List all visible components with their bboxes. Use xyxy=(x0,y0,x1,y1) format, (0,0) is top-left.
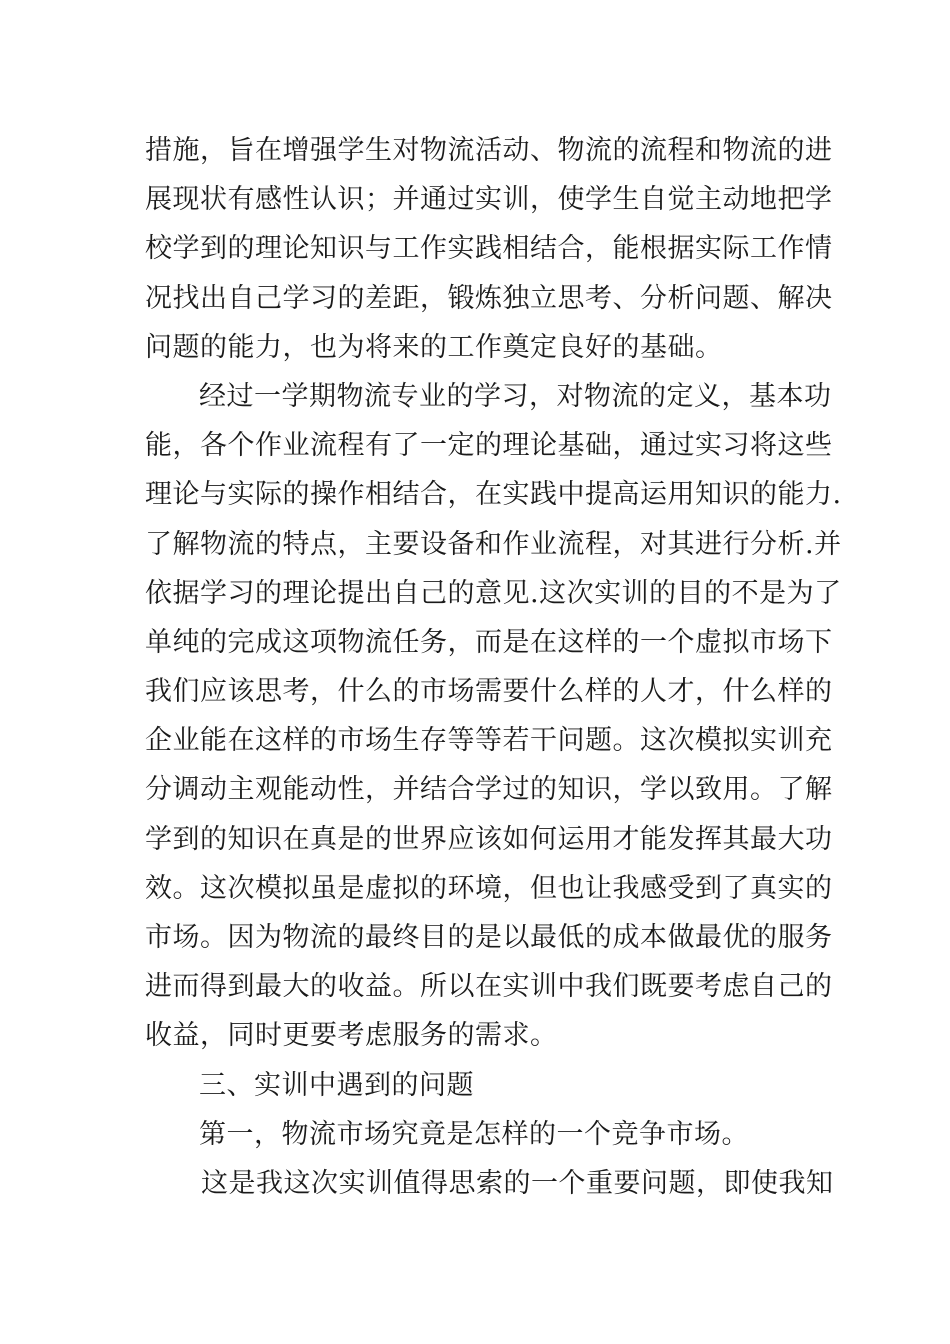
text-line: 分调动主观能动性，并结合学过的知识，学以致用。了解 xyxy=(145,774,833,806)
text-line: 我们应该思考，什么的市场需要什么样的人才，什么样的 xyxy=(145,676,833,708)
document-body xyxy=(145,126,842,1208)
text-line: 依据学习的理论提出自己的意见.这次实训的目的不是为了 xyxy=(145,577,842,609)
paragraph-start-line: 经过一学期物流专业的学习，对物流的定义，基本功 xyxy=(199,380,832,412)
text-line: 效。这次模拟虽是虚拟的环境，但也让我感受到了真实的 xyxy=(145,872,833,904)
text-line: 了解物流的特点，主要设备和作业流程，对其进行分析.并 xyxy=(145,528,842,560)
text-line: 措施，旨在增强学生对物流活动、物流的流程和物流的进 xyxy=(145,135,833,166)
section-heading: 三、实训中遇到的问题 xyxy=(199,1069,474,1101)
text-line: 学到的知识在真是的世界应该如何运用才能发挥其最大功 xyxy=(145,823,833,855)
text-line: 况找出自己学习的差距，锻炼独立思考、分析问题、解决 xyxy=(145,282,833,314)
text-line: 进而得到最大的收益。所以在实训中我们既要考虑自己的 xyxy=(145,971,833,1003)
text-line: 问题的能力，也为将来的工作奠定良好的基础。 xyxy=(145,331,723,363)
paragraph-start-line: 这是我这次实训值得思索的一个重要问题，即使我知 xyxy=(201,1167,834,1199)
text-line: 理论与实际的操作相结合，在实践中提高运用知识的能力. xyxy=(145,479,842,511)
text-line: 能，各个作业流程有了一定的理论基础，通过实习将这些 xyxy=(145,430,833,462)
text-line: 市场。因为物流的最终目的是以最低的成本做最优的服务 xyxy=(145,922,833,953)
text-line: 单纯的完成这项物流任务，而是在这样的一个虚拟市场下 xyxy=(145,626,833,658)
subheading-line: 第一，物流市场究竟是怎样的一个竞争市场。 xyxy=(199,1118,749,1150)
text-line: 展现状有感性认识；并通过实训，使学生自觉主动地把学 xyxy=(145,184,833,216)
text-line: 企业能在这样的市场生存等等若干问题。这次模拟实训充 xyxy=(145,725,833,757)
text-line: 收益，同时更要考虑服务的需求。 xyxy=(145,1020,558,1052)
text-line: 校学到的理论知识与工作实践相结合，能根据实际工作情 xyxy=(145,233,833,265)
